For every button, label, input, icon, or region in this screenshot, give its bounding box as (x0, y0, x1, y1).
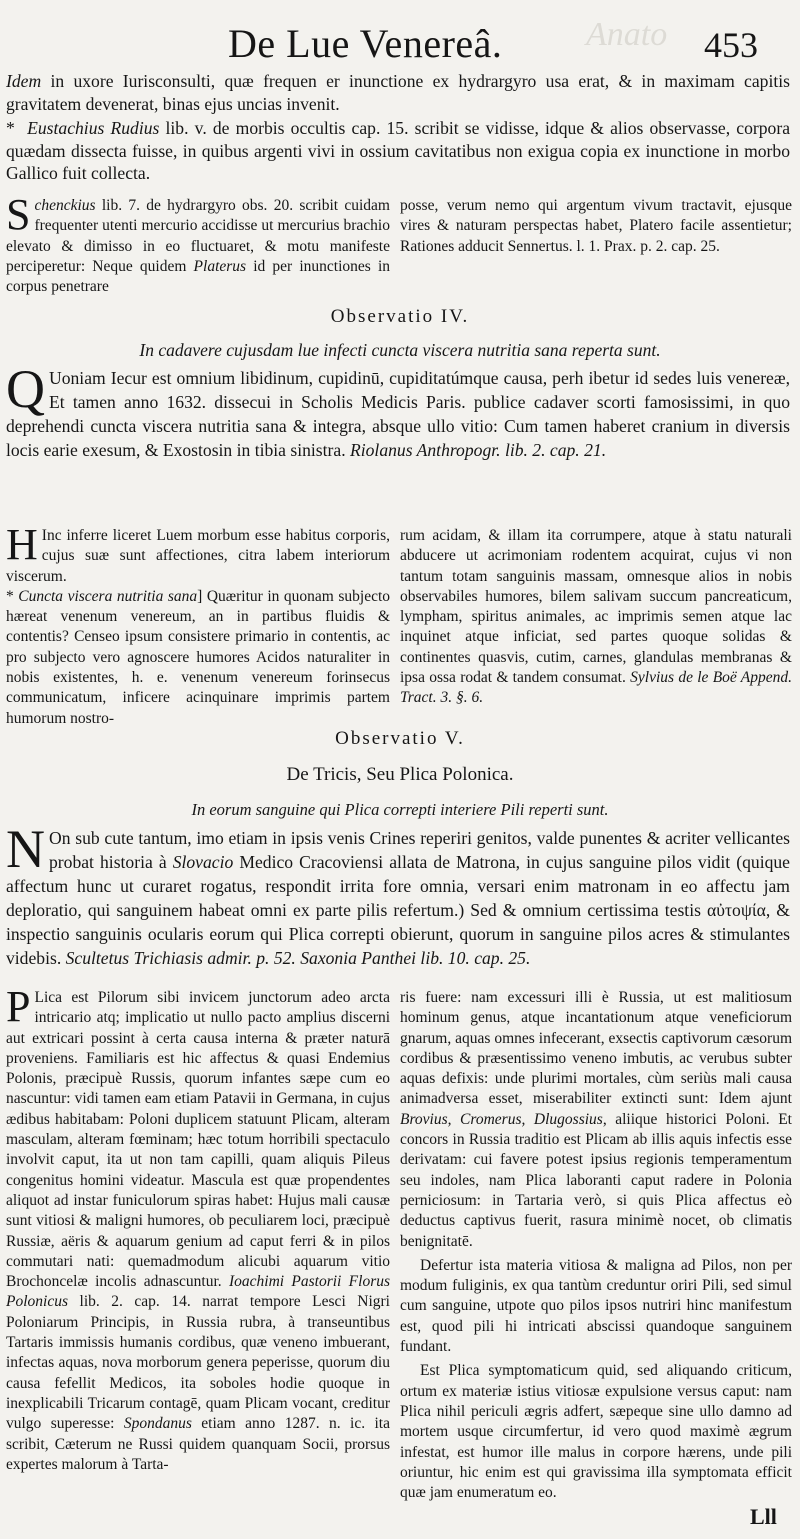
greek-word: αὐτοψία (707, 900, 766, 920)
citation: Sylvius de le Boë Append. Tract. 3. §. 6. (400, 669, 793, 707)
drop-cap: Q (6, 359, 45, 419)
schenck-left-column: Schenckius lib. 7. de hydrargyro obs. 20. scribit cuidam frequenter utenti mercurio accidisse ut mercurius brachio elevato & dimisso in eo fluctuaret, & motu manifeste perciperetur: Neque quidem Platerus id per inunctiones in corpus penetrare (6, 190, 390, 296)
lemma: Cuncta viscera nutritia sana (18, 587, 198, 605)
signature-mark: Lll (750, 1504, 777, 1529)
observation-5-left-column: P Lica est Pilorum sibi invicem junctorum adeo arcta intricario atq; implicatio ut nullo pacto amplius discerni aut extricari possint à certa causa interna & præter naturā proveniens. Familiaris est hic affectus & quasi Endemius Polonis, præcipuè Russis, quorum infantes sæpe cum eo nascuntur: vidi tamen eam etiam Patavii in Germana, in cujus ædibus habitabam: Poloni duplicem statuunt Plicam, alteram masculam, alteram fœminam; hæc totum horribili spectaculo involvit caput, ita ut non tam capilli, quam aliquis Pileus congenitus homini videatur. Mascula est quæ propendentes aliquot ad instar funiculorum spiras habet: Hujus mali causæ sunt vitiosi & maligni humores, ob peculiarem loci, præcipuè Russiæ, aëris & aquarum genium ad caput ferri & in pilos commutari nati: quemadmodum alicubi aquarum vitio Brochoncelæ incolis adnascuntur. Ioachimi Pastorii Florus Polonicus lib. 2. cap. 14. narrat tempore Lesci Nigri Poloniarum Principis, in Russia rubra, à transeuntibus Tartaris immissis humanis cordibus, quæ veneno imbuerant, infectas aquas, nova morborum genera peperisse, quorum diu causa fefellit Medicos, ita soboles hodie quoque in inexplicabili Tricarum contagē, quam Plicam vocant, creditur vulgo superesse: Spondanus etiam anno 1287. n. ic. ita scribit, Cæterum ne Russi quidem quanquam Socii, prorsus expertes malorum à Tarta- (6, 982, 391, 1473)
running-header (0, 14, 800, 70)
observation-5-subtitle: In eorum sanguine qui Plica correpti interiere Pili reperti sunt. (191, 800, 609, 819)
observation-5-body: N On sub cute tantum, imo etiam in ipsis venis Crines reperiri genitos, valde punentes & acriter vellicantes probat historia à Slovacio Medico Cracoviensi allata de Matrona, in cujus sanguine pilos vidit (quique affectum hunc ut curaret rogatus, respondit irrita fore omnia, versari enim matronam in eo affectu jam deploratio, qui sanguinem habeat omni ex parte pilis refertum.) Sed & omnium certissima testis αὐτοψία, & inspectio sanguinis ocularis eorum qui Plica correpti obierunt, quorum in sanguine pilos acres & stimulantes videbis. Scultetus Trichiasis admir. p. 52. Saxonia Panthei lib. 10. cap. 25. (6, 819, 790, 968)
intro-paragraph-1: Idem in uxore Iurisconsulti, quæ frequen er inunctione ex hydrargyro usa erat, & in maximam capitis gravitatem devenerat, binas ejus uncias invenit. (6, 71, 790, 114)
asterisk-note: * (6, 587, 14, 605)
observation-5-heading: Observatio V. (335, 728, 465, 749)
drop-cap: P (6, 982, 31, 1031)
intro-paragraph-2: * Eustachius Rudius lib. v. de morbis occultis cap. 15. scribit se vidisse, idque & alios observasse, corpora quædam dissecta fuisse, in quibus argenti vivi in ossium cavitatibus non exigua copia ex inunctione in morbo Gallico fuit collecta. (6, 118, 791, 183)
schenck-right-column: posse, verum nemo qui argentum vivum tractavit, ejusque vires & naturam perspectas habet, Platero facile assentietur; Rationes adducit Sennertus. l. 1. Prax. p. 2. cap. 25. (400, 197, 792, 255)
observation-4-right-column: rum acidam, & illam ita corrumpere, atque à statu naturali abducere ut acrimoniam rodentem acquirat, cujus vi non tantum totam sanguinis massam, omnesque alios in nobis observabiles humores, bilem salivam succum pancreaticum, lympham, spiritus animales, ac imprimis semen atque lac inquinet atque inficiat, sed partes quoque solidas & continentes quasvis, cutim, carnes, glandulas membranas & ipsa ossa rodat & tandem consumat. Sylvius de le Boë Append. Tract. 3. §. 6. (400, 527, 793, 707)
citation: Ioachimi Pastorii Florus Polonicus (6, 1273, 391, 1311)
bleed-through-text: Anato (586, 16, 668, 53)
drop-cap: N (6, 819, 45, 879)
observation-5-title: De Tricis, Seu Plica Polonica. (286, 764, 514, 785)
drop-cap: H (6, 520, 38, 569)
paragraph: Defertur ista materia vitiosa & maligna ad Pilos, non per modum fuliginis, ex qua tantùm creduntur oriri Pili, sed simul cum sanguine, utpote quo pilos ipsos nutriri hinc manifestum est, quod pili hi intricati abscissi quandoque sanguinem fundant. (400, 1256, 792, 1356)
asterisk-note: * (6, 118, 15, 138)
observation-4-subtitle: In cadavere cujusdam lue infecti cuncta viscera nutritia sana reperta sunt. (139, 340, 661, 360)
author-name: Eustachius Rudius (27, 118, 160, 138)
citation: Scultetus Trichiasis admir. p. 52. Saxonia Panthei lib. 10. cap. 25. (65, 948, 531, 968)
observation-5-right-column: ris fuere: nam excessuri illi è Russia, ut est malitiosum hominum genus, atque incantationum atque veneficiorum gnarum, aquas omnes infecerant, exsectis captivorum cæsorum cordibus & præsentissimo veneno imbutis, ac verubus subter aquas defixis: unde plurimi mortales, cùm seriùs mali causa animadversa esset, miserabiliter extincti sunt: Idem ajunt Brovius, Cromerus, Dlugossius, aliique historici Poloni. Et concors in Russia traditio est Plicam ab illis aquis infectis esse derivatam: cui favere potest ipsius regionis temperamentum seu indoles, nam Plica laboranti caput radere in Polonia perniciosum: in Tartaria verò, si quis Plica affectus eò deductus captivus fuerit, rasura minimè nocet, ob climatis benignitatē. Defertur ista materia vitiosa & maligna ad Pilos, non per modum fuliginis, ex qua tantùm creduntur oriri Pili, sed simul cum sanguine, utpote quo pilos ipsos nutriri hinc manifestum est, quod pili hi intricati abscissi quandoque sanguinem fundant. Est Plica symptomaticum quid, sed aliquando criticum, ortum ex materiæ istius vitiosæ expulsione versus caput: nam Plica nihil periculi ægris adfert, sæpeque sine ullo damno ad mortem usque circumfertur, id vero quod maximè ægrum infestat, est humor ille malus in corpore hærens, unde pili oriuntur, hic enim est qui gravissima illa symptomata efficit quæ jam enumeratum eo. (400, 988, 792, 1503)
observation-4-body: Q Uoniam Iecur est omnium libidinum, cupidinū, cupiditatúmque causa, perh ibetur id sedes luis venereæ, Et tamen anno 1632. dissecui in Scholis Medicis Paris. publice cadaver scorti famosissimi, in quo deprehendi cuncta viscera nutritia sana & integra, absque ullo vitio: Cum tamen haberet cranium in diversis locis earie exesum, & Exostosin in tibia sinistra. Riolanus Anthropogr. lib. 2. cap. 21. (6, 359, 790, 460)
observation-4-left-column: H Inc inferre liceret Luem morbum esse habitus corporis, cujus suæ sunt affectiones, citra labem interiorum viscerum. * Cuncta viscera nutritia sana] Quæritur in quonam subjecto hæreat venenum venereum, an in partibus fluidis & contentis? Censeo ipsum consistere primario in contentis, ac pro subjecto vero agnoscere humores Acidos naturaliter in nobis existentes, h. e. venenum venereum forinsecus communicatum, inficere acinquinare imprimis partem humorum nostro- (6, 520, 391, 727)
page-number: 453 (704, 25, 758, 65)
citation: Riolanus Anthropogr. lib. 2. cap. 21. (350, 440, 607, 460)
drop-cap: S (6, 190, 31, 239)
author-name: Idem (6, 71, 42, 91)
paragraph: Est Plica symptomaticum quid, sed aliquando criticum, ortum ex materiæ istius vitiosæ expulsione versus caput: nam Plica nihil periculi ægris adfert, sæpeque sine ullo damno ad mortem usque circumfertur, id vero quod maximè ægrum infestat, est humor ille malus in corpore hærens, unde pili oriuntur, hic enim est qui gravissima illa symptomata efficit quæ jam enumeratum eo. (400, 1362, 792, 1502)
observation-4-heading: Observatio IV. (330, 306, 470, 327)
running-title: De Lue Venereâ. (228, 21, 503, 66)
